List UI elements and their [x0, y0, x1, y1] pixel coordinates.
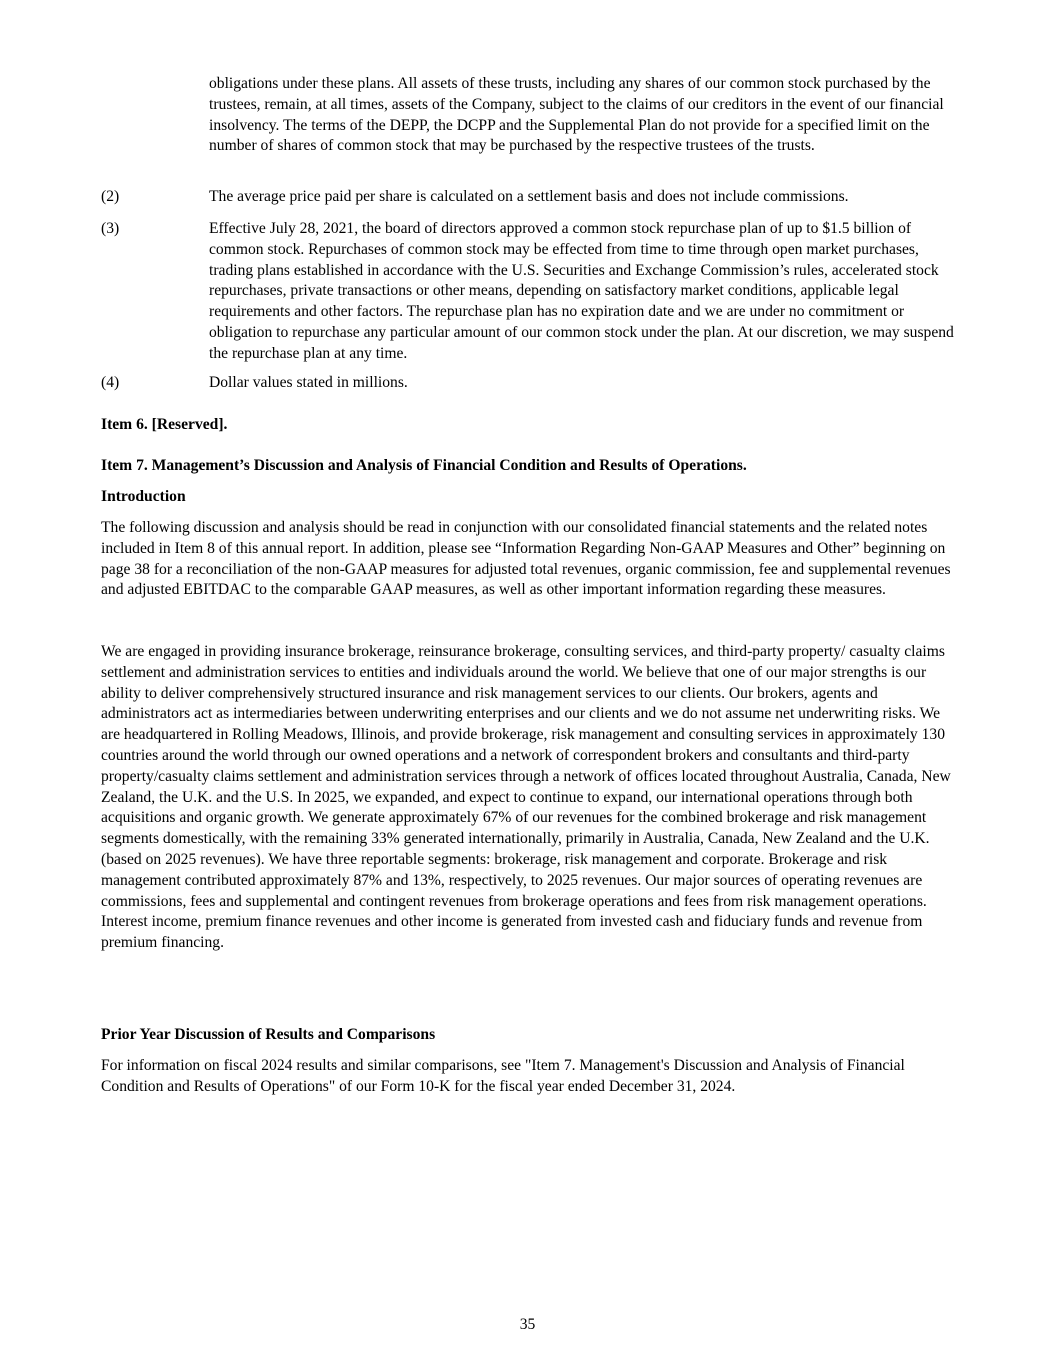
introduction-heading: Introduction: [101, 488, 186, 505]
footnote-continuation: obligations under these plans. All assets of these trusts, including any shares of our common stock purchased by the trustees, remain, at all times, assets of the Company, subject to the claims of our creditors in the event of our financial insolvency. The terms of the DEPP, the DCPP and the Supplemental Plan do not provide for a specified limit on the number of shares of common stock that may be purchased by the respective trustees of the trusts.: [209, 75, 944, 155]
prior-year-paragraph: For information on fiscal 2024 results and similar comparisons, see "Item 7. Management's Discussion and Analysis of Financial Condition and Results of Operations" of our Form 10-K for the fiscal year ended December 31, 2024.: [101, 1057, 905, 1095]
footnote-text: Effective July 28, 2021, the board of directors approved a common stock repurchase plan of up to $1.5 billion of common stock. Repurchases of common stock may be effected from time to time through open market purchases, trading plans established in accordance with the U.S. Securities and Exchange Commission’s rules, accelerated stock repurchases, private transactions or other means, depending on satisfactory market conditions, applicable legal requirements and other factors. The repurchase plan has no expiration date and we are under no commitment or obligation to repurchase any particular amount of our common stock under the plan. At our discretion, we may suspend the repurchase plan at any time.: [209, 220, 954, 362]
footnote-text: Dollar values stated in millions.: [209, 374, 408, 391]
prior-year-heading: Prior Year Discussion of Results and Comparisons: [101, 1026, 436, 1043]
footnote-4: [101, 373, 955, 394]
footnote-number: (2): [101, 188, 120, 205]
footnote-3: [101, 219, 955, 365]
item7-heading: Item 7. Management’s Discussion and Analysis of Financial Condition and Results of Operations.: [101, 457, 747, 474]
intro-paragraph-2: We are engaged in providing insurance brokerage, reinsurance brokerage, consulting services, and third-party property/ casualty claims settlement and administration services to entities and individuals around the world. We believe that one of our major strengths is our ability to deliver comprehensively structured insurance and risk management services to our clients. Our brokers, agents and administrators act as intermediaries between underwriting enterprises and our clients and we do not assume net underwriting risks. We are headquartered in Rolling Meadows, Illinois, and provide brokerage, risk management and consulting services in approximately 130 countries around the world through our owned operations and a network of correspondent brokers and consultants and third-party property/casualty claims settlement and administration services through a network of offices located throughout Australia, Canada, New Zealand, the U.K. and the U.S. In 2025, we expanded, and expect to continue to expand, our international operations through both acquisitions and organic growth. We generate approximately 67% of our revenues for the combined brokerage and risk management segments domestically, with the remaining 33% generated internationally, primarily in Australia, Canada, New Zealand and the U.K. (based on 2025 revenues). We have three reportable segments: brokerage, risk management and corporate. Brokerage and risk management contributed approximately 87% and 13%, respectively, to 2025 revenues. Our major sources of operating revenues are commissions, fees and supplemental and contingent revenues from brokerage operations and fees from risk management operations. Interest income, premium finance revenues and other income is generated from invested cash and fiduciary funds and revenue from premium financing.: [101, 643, 951, 952]
item6-heading: Item 6. [Reserved].: [101, 416, 228, 433]
footnote-number: (4): [101, 374, 120, 391]
footnote-2: [101, 187, 955, 208]
intro-paragraph-1: The following discussion and analysis should be read in conjunction with our consolidated financial statements and the related notes included in Item 8 of this annual report. In addition, please see “Information Regarding Non-GAAP Measures and Other” beginning on page 38 for a reconciliation of the non-GAAP measures for adjusted total revenues, organic commission, fee and supplemental revenues and adjusted EBITDAC to the comparable GAAP measures, as well as other important information regarding these measures.: [101, 519, 951, 599]
footnote-number: (3): [101, 220, 120, 237]
footnote-text: The average price paid per share is calculated on a settlement basis and does not include commissions.: [209, 188, 849, 205]
page-number: 35: [519, 1316, 536, 1333]
